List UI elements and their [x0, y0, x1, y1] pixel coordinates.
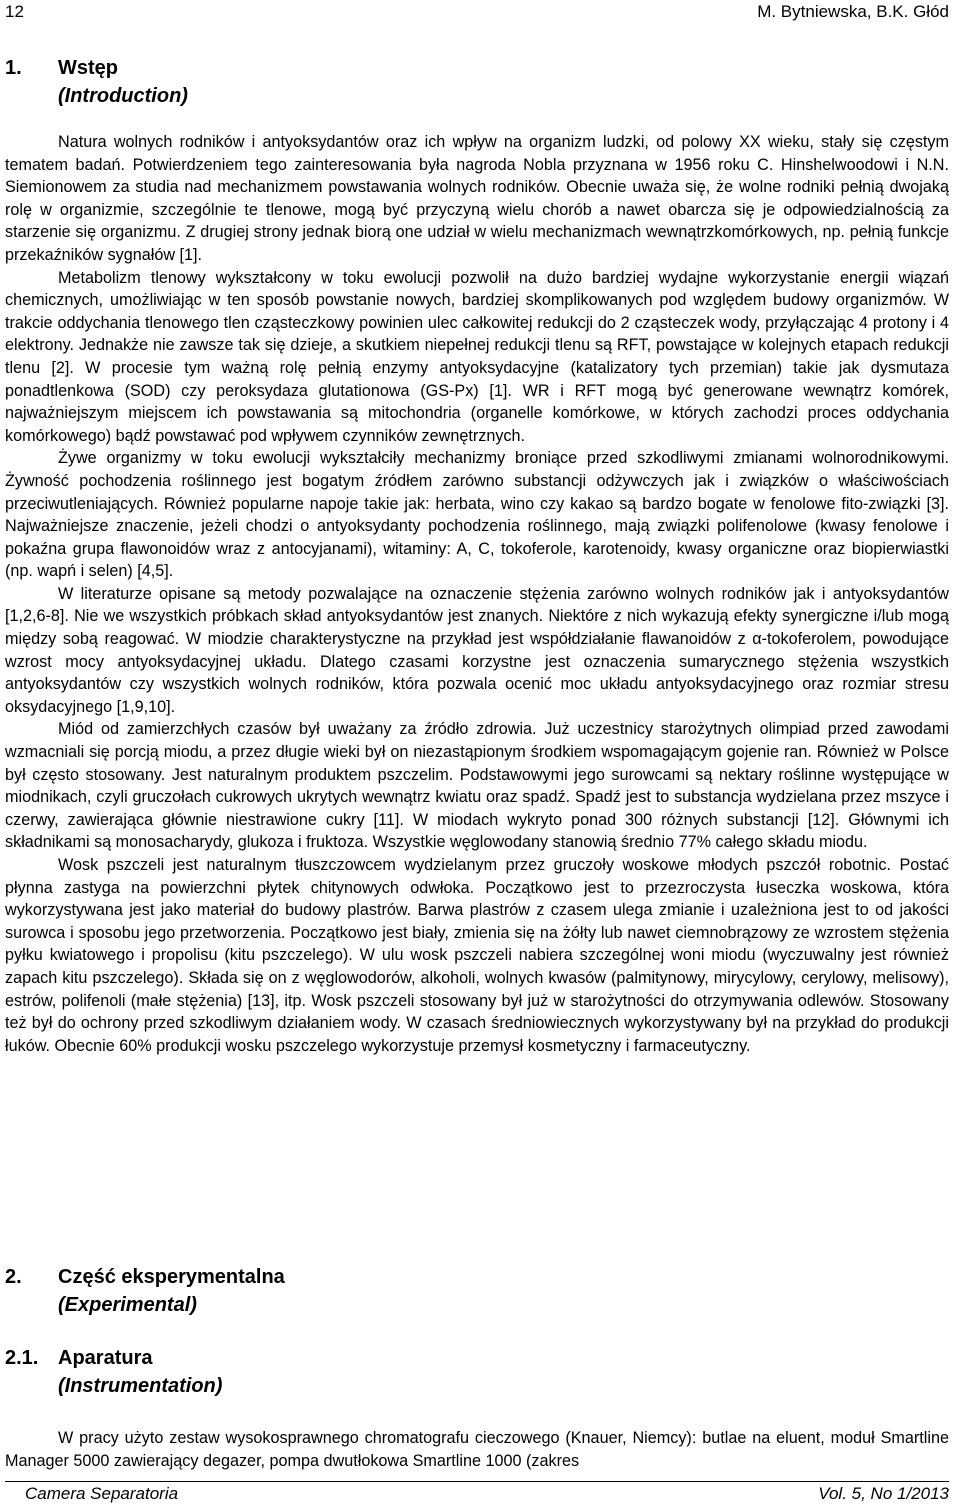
section-title: Aparatura [58, 1347, 153, 1369]
paragraph: Żywe organizmy w toku ewolucji wykształciły mechanizmy broniące przed szkodliwymi zmianami wolnorodnikowymi. Żywność pochodzenia roślinnego jest bogatym źródłem zarówno substancji odżywczych jak i związków o właściwościach przeciwutleniających. Również popularne napoje takie jak: herbata, wino czy kakao są bardzo bogate w fenolowe fito-związki [3]. Najważniejsze znaczenie, jeżeli chodzi o antyoksydanty pochodzenia roślinnego, mają związki polifenolowe (kwasy fenolowe i pokaźna grupa flawonoidów wraz z antocyjanami), witaminy: A, C, tokoferole, karotenoidy, kwasy organiczne oraz biopierwiastki (np. wapń i selen) [4,5]. [5, 449, 949, 581]
journal-volume: Vol. 5, No 1/2013 [818, 1484, 949, 1503]
section-heading-introduction [5, 54, 188, 110]
section-heading-experimental [5, 1263, 285, 1319]
running-header [5, 0, 949, 24]
paragraph: W pracy użyto zestaw wysokosprawnego chromatografu cieczowego (Knauer, Niemcy): butlae na eluent, moduł Smartline Manager 5000 zawierający degazer, pompa dwutłokowa Smartline 1000 (zakres [5, 1429, 949, 1470]
introduction-text [5, 131, 949, 1057]
paragraph: Metabolizm tlenowy wykształcony w toku ewolucji pozwolił na dużo bardziej wydajne wykorzystanie energii wiązań chemicznych, umożliwiając w ten sposób powstanie nowych, bardziej skomplikowanych pod względem budowy organizmów. W trakcie oddychania tlenowego tlen cząsteczkowy powinien ulec całkowitej redukcji do 2 cząsteczek wody, przyłączając 4 protony i 4 elektrony. Jednakże nie zawsze tak się dzieje, a skutkiem niepełnej redukcji tlenu są RFT, powstające w kolejnych etapach redukcji tlenu [2]. W procesie tym ważną rolę pełnią enzymy antyoksydacyjne (katalizatory tych przemian) takie jak dysmutaza ponadtlenkowa (SOD) czy peroksydaza glutationowa (GS-Px) [1]. WR i RFT mogą być generowane wewnątrz komórek, najważniejszym miejscem ich powstawania są mitochondria (organelle komórkowe, w których zachodzi proces oddychania komórkowego) bądź powstawać pod wpływem czynników zewnętrznych. [5, 268, 949, 445]
journal-name: Camera Separatoria [25, 1484, 179, 1503]
running-authors: M. Bytniewska, B.K. Głód [757, 2, 949, 21]
paragraph: Wosk pszczeli jest naturalnym tłuszczowcem wydzielanym przez gruczoły woskowe młodych pszczół robotnic. Postać płynna zastyga na powierzchni płytek chitynowych odwłoka. Początkowo jest to przezroczysta łuseczka woskowa, która wykorzystywana jest jako materiał do budowy plastrów. Barwa plastrów z czasem ulega zmianie i uzależniona jest to od jakości surowca i sposobu jego przetworzenia. Początkowo jest biały, zmienia się na żółty lub nawet ciemnobrązowy ze wzrostem stężenia pyłku kwiatowego i propolisu (kitu pszczelego). W ulu wosk pszczeli nabiera szczególnej woni miodu (wyczuwalny jest również zapach kitu pszczelego). Składa się on z węglowodorów, alkoholi, wolnych kwasów (palmitynowy, mirycylowy, cerylowy, melisowy), estrów, polifenoli (małe stężenia) [13], itp. Wosk pszczeli stosowany był już w starożytności do otrzymywania odlewów. Stosowany też był do ochrony przed szkodliwym działaniem wody. W czasach średniowiecznych wykorzystywany był na przykład do produkcji łuków. Obecnie 60% produkcji wosku pszczelego wykorzystuje przemysł kosmetyczny i farmaceutyczny. [5, 856, 949, 1055]
section-title: Wstęp [58, 57, 118, 79]
page-number: 12 [5, 2, 24, 21]
section-number: 2. [5, 1266, 22, 1288]
section-number: 2.1. [5, 1347, 39, 1369]
section-title-english: (Introduction) [58, 85, 188, 107]
section-title-english: (Experimental) [58, 1294, 197, 1316]
paragraph: W literaturze opisane są metody pozwalające na oznaczenie stężenia zarówno wolnych rodników jak i antyoksydantów [1,2,6-8]. Nie we wszystkich próbkach skład antyoksydantów jest znanych. Niektóre z nich wykazują efekty synergiczne i/lub mogą między sobą reagować. W miodzie charakterystyczne na przykład jest współdziałanie flawanoidów z α-tokoferolem, powodujące wzrost mocy antyoksydacyjnej układu. Dlatego czasami korzystne jest oznaczenia sumarycznego stężenia wszystkich antyoksydantów czy wszystkich wolnych rodników, która pozwala ocenić moc układu antyoksydacyjnego oraz rozmiar stresu oksydacyjnego [1,9,10]. [5, 584, 949, 716]
paragraph: Natura wolnych rodników i antyoksydantów oraz ich wpływ na organizm ludzki, od polowy XX wieku, stały się częstym tematem badań. Potwierdzeniem tego zainteresowania była nagroda Nobla przyznana w 1956 roku C. Hinshelwoodowi i N.N. Siemionowem za studia nad mechanizmem powstawania wolnych rodników. Obecnie uważa się, że wolne rodniki pełnią dwojaką rolę w organizmie, szczególnie te tlenowe, mogą być przyczyną wielu chorób a nawet obarcza się je odpowiedzialnością za starzenie się organizmu. Z drugiej strony jednak biorą one udział w wielu mechanizmach wewnątrzkomórkowych, np. pełnią funkcje przekaźników sygnałów [1]. [5, 133, 949, 264]
running-footer [5, 1481, 949, 1506]
section-title: Część eksperymentalna [58, 1266, 285, 1288]
paragraph: Miód od zamierzchłych czasów był uważany za źródło zdrowia. Już uczestnicy starożytnych olimpiad przed zawodami wzmacniali się porcją miodu, a przez długie wieki był on niezastąpionym środkiem wspomagającym gojenie ran. Również w Polsce był często stosowany. Jest naturalnym produktem pszczelim. Podstawowymi jego surowcami są nektary roślinne występujące w miodnikach, czyli gruczołach cukrowych ukrytych wewnątrz kwiatu oraz spadź. Spadź jest to substancja wydzielana przez mszyce i czerwy, zawierająca głównie niestrawione cukry [11]. W miodach wykryto ponad 300 różnych substancji [12]. Głównymi ich składnikami są monosacharydy, glukoza i fruktoza. Wszystkie węglowodany stanowią średnio 77% całego składu miodu. [5, 720, 949, 852]
section-title-english: (Instrumentation) [58, 1375, 223, 1397]
instrumentation-text [5, 1427, 949, 1477]
subsection-heading-instrumentation [5, 1344, 222, 1400]
section-number: 1. [5, 57, 22, 79]
